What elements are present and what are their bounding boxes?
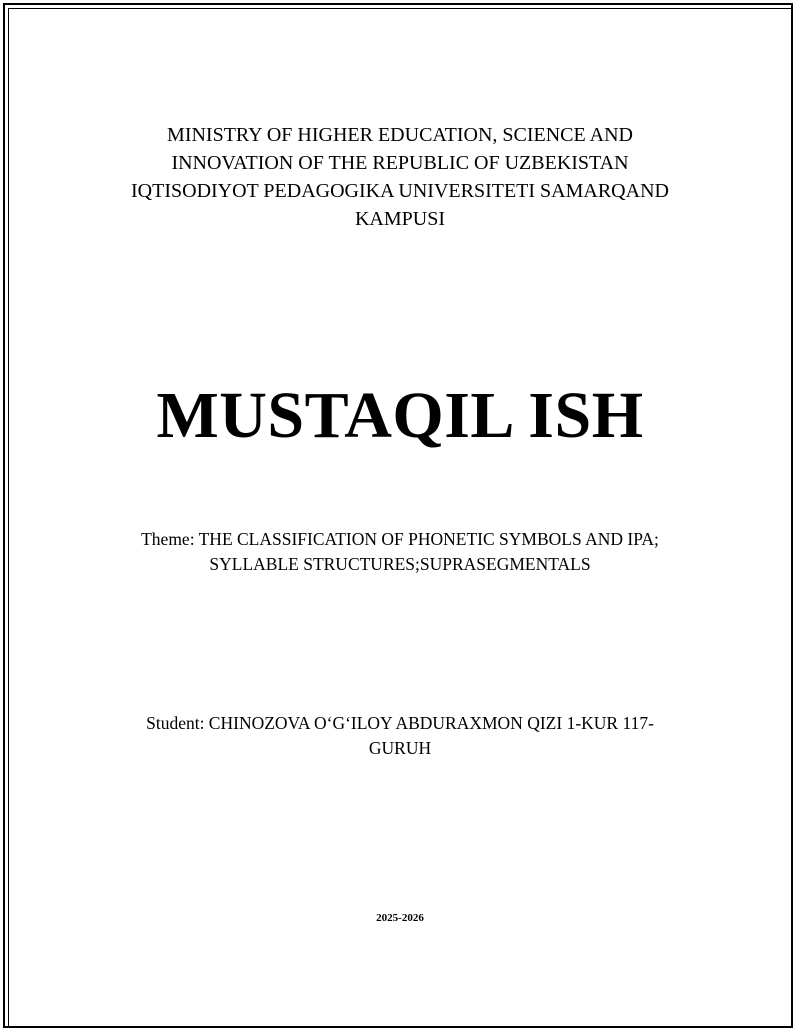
theme-text <box>0 527 800 577</box>
ministry-heading-line: KAMPUSI <box>354 208 446 230</box>
ministry-heading-line: IQTISODIYOT PEDAGOGIKA UNIVERSITETI SAMARQAND <box>131 180 669 202</box>
student-line: GURUH <box>368 738 432 758</box>
student-text <box>0 711 800 761</box>
theme-line: Theme: THE CLASSIFICATION OF PHONETIC SYMBOLS AND IPA; <box>141 529 659 549</box>
document-title: MUSTAQIL ISH <box>156 379 644 452</box>
academic-year: 2025-2026 <box>376 912 424 924</box>
ministry-heading <box>0 121 800 233</box>
theme-line: SYLLABLE STRUCTURES;SUPRASEGMENTALS <box>209 554 591 574</box>
ministry-heading-line: MINISTRY OF HIGHER EDUCATION, SCIENCE AND <box>167 124 633 146</box>
student-line: Student: CHINOZOVA O‘G‘ILOY ABDURAXMON QIZI 1-KUR 117- <box>146 713 654 733</box>
ministry-heading-line: INNOVATION OF THE REPUBLIC OF UZBEKISTAN <box>171 152 629 174</box>
